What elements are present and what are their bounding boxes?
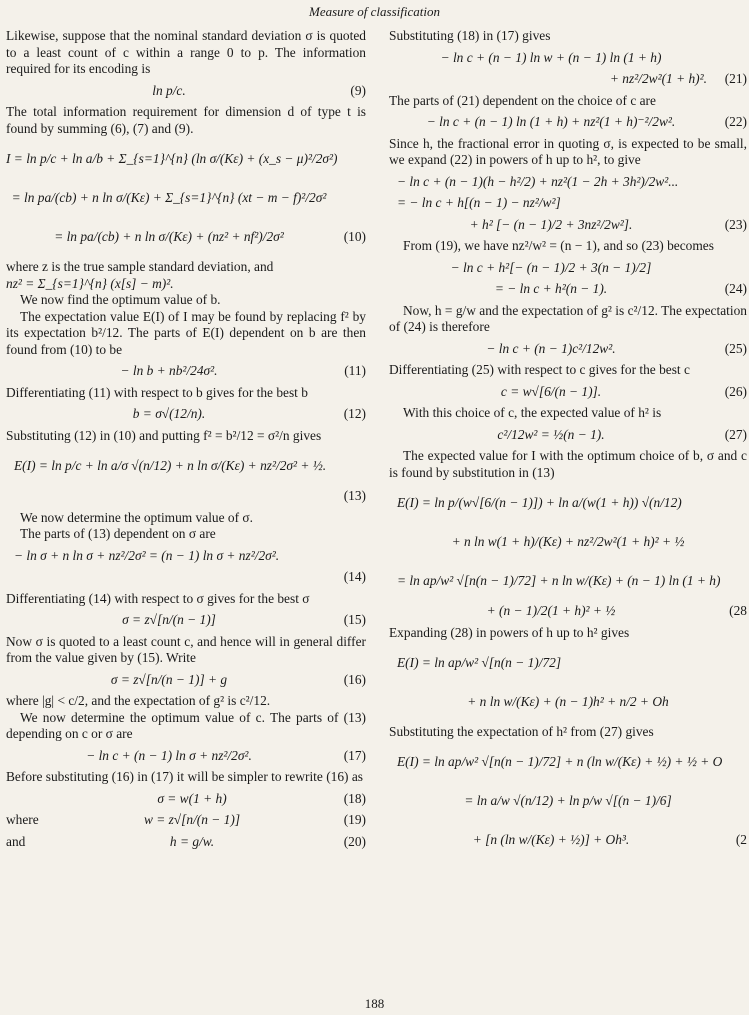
equation-16: σ = z√[n/(n − 1)] + g (16) [110, 671, 366, 687]
equation-13: E(I) = ln p/c + ln a/σ √(n/12) + n ln σ/(Kε) + nz²/2σ² + ½. [14, 457, 327, 473]
equation-12: b = σ√(12/n). (12) [132, 406, 366, 421]
equation-28-line4: + (n − 1)/2(1 + h)² + ½ (28 [486, 603, 747, 618]
equation-25: − ln c + (n − 1)c²/12w². (25) [486, 340, 747, 356]
equation-14: − ln σ + n ln σ + nz²/2σ² = (n − 1) ln σ + nz²/2σ². [14, 547, 280, 563]
paragraph: With this choice of c, the expected value of h² is [403, 405, 662, 420]
paragraph: We now determine the optimum value of c. The parts of (13) depending on c or σ are [6, 709, 366, 741]
equation-I-line2: = ln pa/(cb) + n ln σ/(Kε) + Σ_{s=1}^{n} (xt − m − f)²/2σ² [11, 189, 327, 205]
left-column [6, 28, 366, 855]
paragraph: Expanding (28) in powers of h up to h² gives [389, 624, 630, 640]
paragraph: The parts of (21) dependent on the choice of c are [389, 92, 656, 108]
equation-13-number: (13) [343, 488, 366, 503]
paragraph: We now determine the optimum value of σ. [20, 509, 253, 525]
equation-19: where w = z√[n/(n − 1)] (19) [6, 812, 366, 827]
equation-23: − ln c + (n − 1)(h − h²/2) + nz²(1 − 2h + 3h²)/2w²... [397, 173, 679, 189]
equation-26: c = w√[6/(n − 1)]. (26) [500, 383, 747, 399]
paragraph: Differentiating (25) with respect to c gives for the best c [389, 362, 690, 377]
equation-24-line2: = − ln c + h²(n − 1). (24) [494, 281, 747, 296]
running-head: Measure of classification [309, 4, 440, 19]
equation-21-line2: + nz²/2w²(1 + h)². (21) [609, 71, 747, 86]
equation-18: σ = w(1 + h) (18) [157, 790, 366, 806]
equation-14-number: (14) [343, 569, 366, 584]
equation-23-line2: = − ln c + h[(n − 1) − nz²/w²] [397, 195, 561, 210]
paragraph: Before substituting (16) in (17) it will be simpler to rewrite (16) as [6, 769, 364, 784]
equation-21: − ln c + (n − 1) ln w + (n − 1) ln (1 + h) [440, 49, 662, 65]
paragraph: The expectation value E(I) of I may be found by replacing f² by its expectation b²/12. The parts of E(I) dependent on b are then found from (10) to be [6, 308, 366, 357]
equation-20: and h = g/w. (20) [6, 833, 366, 849]
paragraph: Substituting the expectation of h² from (27) gives [389, 724, 654, 739]
equation-29-line2: + n ln w/(Kε) + (n − 1)h² + n/2 + Oh [467, 693, 669, 709]
paragraph: Likewise, suppose that the nominal standard deviation σ is quoted to a least count of c within a range 0 to p. The information required for its encoding is [6, 28, 366, 76]
equation-30-line2: = ln a/w √(n/12) + ln p/w √[(n − 1)/6] [464, 793, 672, 809]
paragraph: where z is the true sample standard deviation, and [6, 259, 274, 274]
equation-I: I = ln p/c + ln a/b + Σ_{s=1}^{n} (ln σ/(Kε) + (x_s − μ)²/2σ²) [6, 150, 338, 166]
paragraph: Differentiating (11) with respect to b gives for the best b [6, 384, 308, 400]
equation-11: − ln b + nb²/24σ². (11) [120, 363, 366, 378]
paragraph: The parts of (13) dependent on σ are [20, 526, 216, 541]
paragraph: Substituting (18) in (17) gives [389, 28, 551, 43]
paragraph: Differentiating (14) with respect to σ gives for the best σ [6, 590, 310, 606]
paragraph: where |g| < c/2, and the expectation of g² is c²/12. [6, 693, 271, 708]
equation-23-line3: + h² [− (n − 1)/2 + 3nz²/2w²]. (23) [469, 216, 747, 232]
paragraph: We now find the optimum value of b. [20, 292, 221, 307]
equation-28-line2: + n ln w(1 + h)/(Kε) + nz²/2w²(1 + h)² + ½ [451, 533, 685, 549]
paragraph: The expected value for I with the optimum choice of b, σ and c is found by substitution in (13) [389, 448, 747, 480]
equation-15: σ = z√[n/(n − 1)] (15) [122, 612, 366, 627]
equation-28-line3: = ln ap/w² √[n(n − 1)/72] + n ln w/(Kε) + (n − 1) ln (1 + h) [397, 572, 721, 588]
right-column [389, 28, 747, 863]
equation-30: E(I) = ln ap/w² √[n(n − 1)/72] + n (ln w/(Kε) + ½) + ½ + O [397, 754, 723, 770]
paragraph: The total information requirement for dimension d of type t is found by summing (6), (7) and (9). [6, 104, 366, 136]
paragraph: Now σ is quoted to a least count c, and hence will in general differ from the value given by (15). Write [6, 633, 366, 665]
equation-17: − ln c + (n − 1) ln σ + nz²/2σ². (17) [86, 747, 366, 763]
equation-27: c²/12w² = ½(n − 1). (27) [497, 426, 747, 442]
paragraph: Substituting (12) in (10) and putting f² = b²/12 = σ²/n gives [6, 427, 322, 443]
equation-24: − ln c + h²[− (n − 1)/2 + 3(n − 1)/2] [450, 259, 652, 275]
paragraph: From (19), we have nz²/w² = (n − 1), and so (23) becomes [403, 238, 714, 253]
paragraph: Now, h = g/w and the expectation of g² is c²/12. The expectation of (24) is therefore [389, 302, 747, 334]
equation-30-line3: + [n (ln w/(Kε) + ½)] + Oh³. (2 [472, 832, 747, 848]
equation-9: ln p/c. (9) [152, 82, 366, 98]
equation-22: − ln c + (n − 1) ln (1 + h) + nz²(1 + h)⁻²/2w². (22) [426, 114, 747, 129]
page-number: 188 [364, 996, 385, 1011]
equation-10: = ln pa/(cb) + n ln σ/(Kε) + (nz² + nf²)/2σ² (10) [54, 228, 366, 244]
equation-inline: nz² = Σ_{s=1}^{n} (x[s] − m)². [6, 275, 174, 291]
equation-29: E(I) = ln ap/w² √[n(n − 1)/72] [397, 654, 562, 670]
paragraph: Since h, the fractional error in quoting σ, is expected to be small, we expand (22) in powers of h up to h², to give [389, 135, 747, 167]
equation-28: E(I) = ln p/(w√[6/(n − 1)]) + ln a/(w(1 + h)) √(n/12) [397, 494, 682, 510]
